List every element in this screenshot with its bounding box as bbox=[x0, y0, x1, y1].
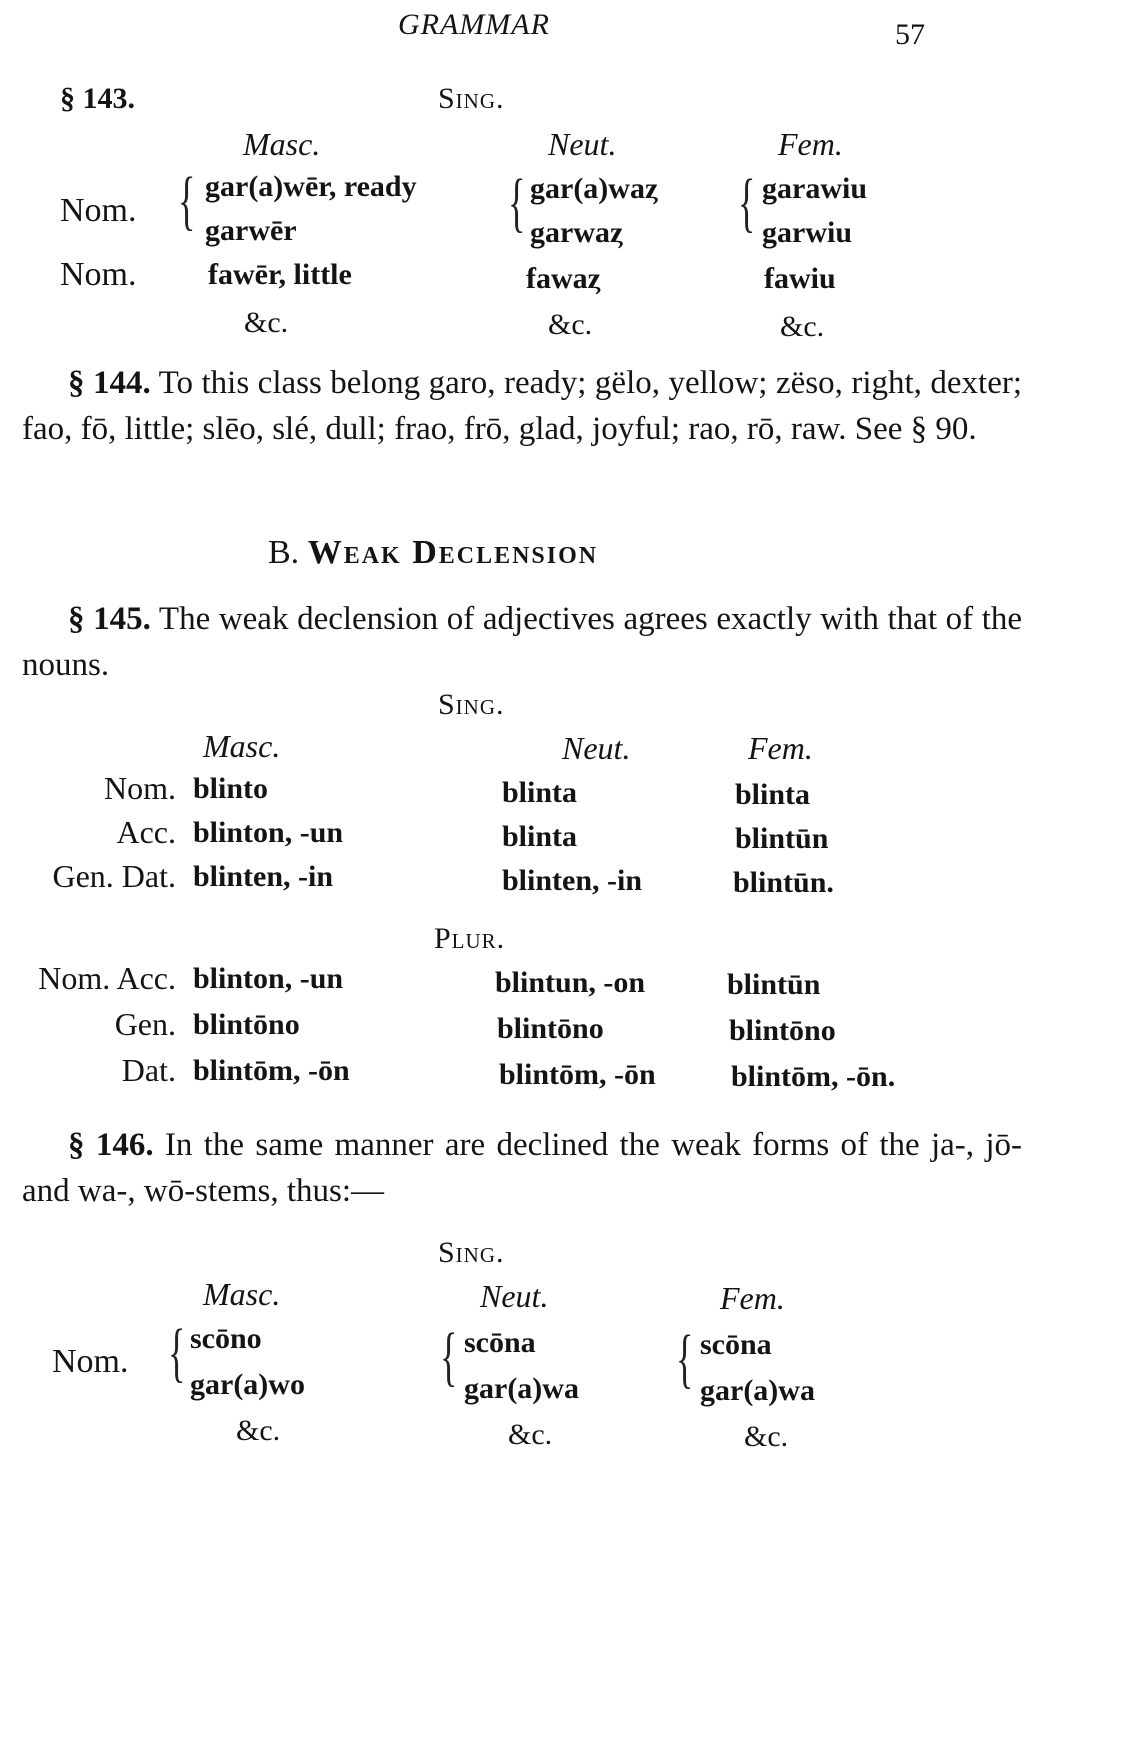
s146-neut-1: scōna bbox=[464, 1326, 536, 1359]
brace-icon: { bbox=[168, 1316, 186, 1389]
s143-nom2-neut: fawaȥ bbox=[526, 262, 601, 295]
s143-nom1-case: Nom. bbox=[60, 192, 137, 229]
weak-sing-case-2: Acc. bbox=[116, 814, 176, 850]
weak-col-fem: Fem. bbox=[748, 730, 813, 766]
s143-nom1-fem-2: garwiu bbox=[762, 216, 852, 249]
brace-icon: { bbox=[508, 166, 526, 239]
weak-plur-masc-3: blintōm, -ōn bbox=[193, 1054, 350, 1087]
weak-plur-fem-2: blintōno bbox=[729, 1014, 836, 1047]
weak-sing-neut-2: blinta bbox=[502, 820, 578, 853]
weak-plur-fem-1: blintūn bbox=[727, 968, 821, 1001]
s143-nom2-case: Nom. bbox=[60, 256, 137, 293]
s146-sing-heading: Sing. bbox=[438, 1236, 505, 1269]
weak-plur-masc-2: blintōno bbox=[193, 1008, 300, 1041]
weak-sing-neut-1: blinta bbox=[502, 776, 578, 809]
s143-col-masc: Masc. bbox=[243, 126, 321, 162]
s143-nom1-fem-1: garawiu bbox=[762, 172, 867, 205]
s146-fem-1: scōna bbox=[700, 1328, 772, 1361]
s146-masc-2: gar(a)wo bbox=[190, 1368, 305, 1401]
paragraph-145-text: The weak declension of adjectives agrees exactly with that of the nouns. bbox=[22, 601, 1023, 683]
s143-col-neut: Neut. bbox=[548, 126, 617, 162]
s146-etc-neut: &c. bbox=[508, 1418, 553, 1451]
section-144-label: § 144. bbox=[68, 365, 151, 401]
brace-icon: { bbox=[440, 1320, 458, 1393]
weak-plur-case-3: Dat. bbox=[121, 1052, 176, 1088]
s143-etc-masc: &c. bbox=[244, 306, 289, 339]
weak-sing-neut-3: blinten, -in bbox=[502, 864, 643, 897]
weak-sing-masc-2: blinton, -un bbox=[193, 816, 344, 849]
s143-etc-fem: &c. bbox=[780, 310, 825, 343]
section-143-label: § 143. bbox=[60, 82, 135, 115]
paragraph-146 bbox=[22, 1122, 1022, 1214]
s143-nom1-masc-2: garwēr bbox=[205, 214, 297, 247]
weak-sing-fem-1: blinta bbox=[735, 778, 811, 811]
weak-plur-neut-1: blintun, -on bbox=[495, 966, 646, 999]
section-b-title: Weak Declension bbox=[307, 534, 599, 571]
paragraph-144 bbox=[22, 360, 1022, 452]
brace-icon: { bbox=[178, 164, 196, 237]
weak-sing-masc-3: blinten, -in bbox=[193, 860, 334, 893]
paragraph-145 bbox=[22, 596, 1022, 688]
weak-plur-case-2: Gen. bbox=[114, 1006, 176, 1042]
weak-plur-neut-2: blintōno bbox=[497, 1012, 604, 1045]
s146-col-masc: Masc. bbox=[203, 1276, 281, 1312]
weak-plur-neut-3: blintōm, -ōn bbox=[499, 1058, 656, 1091]
s143-nom1-neut-1: gar(a)waȥ bbox=[530, 172, 659, 205]
s146-col-fem: Fem. bbox=[720, 1280, 785, 1316]
s143-nom1-neut-2: garwaȥ bbox=[530, 216, 624, 249]
running-header-title: GRAMMAR bbox=[398, 8, 550, 41]
weak-sing-fem-2: blintūn bbox=[735, 822, 829, 855]
weak-sing-fem-3: blintūn. bbox=[733, 866, 834, 899]
weak-plur-fem-3: blintōm, -ōn. bbox=[731, 1060, 896, 1093]
weak-plur-masc-1: blinton, -un bbox=[193, 962, 344, 995]
s146-fem-2: gar(a)wa bbox=[700, 1374, 815, 1407]
weak-col-masc: Masc. bbox=[203, 728, 281, 764]
section-145-label: § 145. bbox=[68, 601, 151, 637]
s143-nom2-fem: fawiu bbox=[764, 262, 836, 295]
s146-etc-fem: &c. bbox=[744, 1420, 789, 1453]
weak-plur-heading: Plur. bbox=[434, 922, 506, 955]
weak-sing-heading: Sing. bbox=[438, 688, 505, 721]
brace-icon: { bbox=[676, 1322, 694, 1395]
weak-sing-case-3: Gen. Dat. bbox=[52, 858, 176, 894]
page-number: 57 bbox=[895, 18, 925, 51]
s143-col-fem: Fem. bbox=[778, 126, 843, 162]
s146-col-neut: Neut. bbox=[480, 1278, 549, 1314]
s143-sing-heading: Sing. bbox=[438, 82, 505, 115]
s143-etc-neut: &c. bbox=[548, 308, 593, 341]
s146-neut-2: gar(a)wa bbox=[464, 1372, 579, 1405]
s146-etc-masc: &c. bbox=[236, 1414, 281, 1447]
weak-plur-case-1: Nom. Acc. bbox=[38, 960, 176, 996]
s146-masc-1: scōno bbox=[190, 1322, 262, 1355]
weak-sing-case-1: Nom. bbox=[104, 770, 176, 806]
brace-icon: { bbox=[738, 166, 756, 239]
section-b-letter: B. bbox=[268, 534, 300, 571]
weak-col-neut: Neut. bbox=[562, 730, 631, 766]
s143-nom1-masc-1: gar(a)wēr, ready bbox=[205, 170, 417, 203]
weak-sing-masc-1: blinto bbox=[193, 772, 269, 805]
section-146-label: § 146. bbox=[68, 1127, 154, 1163]
paragraph-144-text: To this class belong garo, ready; gëlo, yellow; zëso, right, dexter; fao, fō, little; slēo, slé, dull; frao, frō, glad, joyful; rao, rō, raw. See § 90. bbox=[22, 365, 1023, 447]
paragraph-146-text: In the same manner are declined the weak forms of the ja-, jō- and wa-, wō-stems, thus:— bbox=[22, 1127, 1023, 1209]
section-b-heading bbox=[268, 536, 598, 570]
s143-nom2-masc: fawēr, little bbox=[208, 258, 352, 291]
s146-case: Nom. bbox=[52, 1343, 129, 1380]
